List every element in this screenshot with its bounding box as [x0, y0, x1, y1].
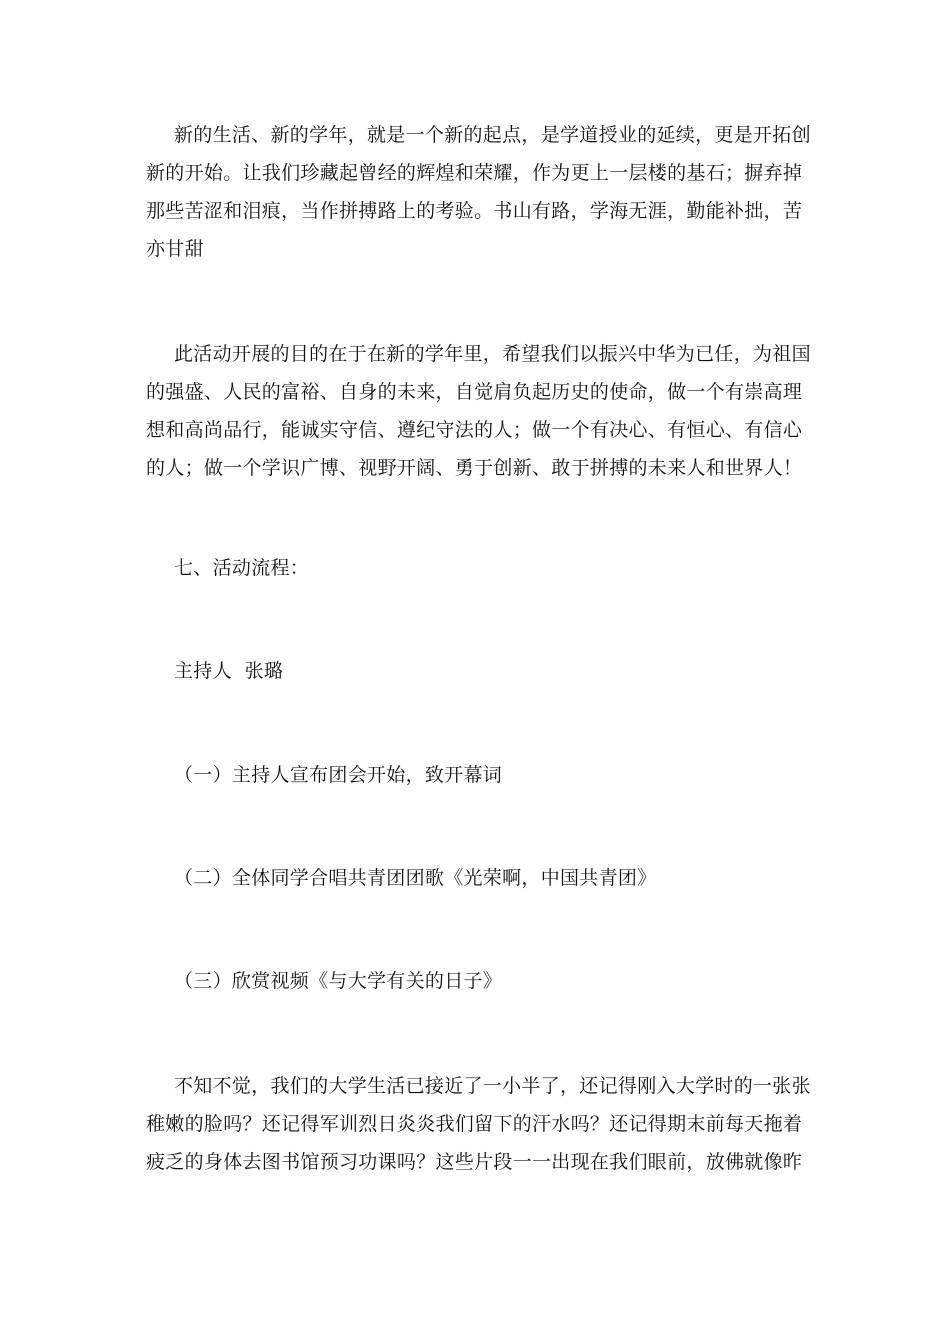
step-item: （三）欣赏视频《与大学有关的日子》 [174, 970, 503, 992]
paragraph-line: 的强盛、人民的富裕、自身的未来，自觉肩负起历史的使命，做一个有崇高理 [146, 381, 803, 403]
section-heading-process [146, 549, 806, 587]
paragraph-line: 亦甘甜 [146, 238, 204, 260]
step-item: （二）全体同学合唱共青团团歌《光荣啊，中国共青团》 [174, 867, 657, 889]
step-item: （一）主持人宣布团会开始，致开幕词 [174, 764, 503, 786]
paragraph-line: 想和高尚品行，能诚实守信、遵纪守法的人；做一个有决心、有恒心、有信心 [146, 419, 803, 441]
paragraph-new-semester [146, 116, 811, 268]
paragraph-line: 那些苦涩和泪痕，当作拼搏路上的考验。书山有路，学海无涯，勤能补拙，苦 [146, 200, 803, 222]
section-heading: 七、活动流程： [174, 557, 310, 579]
paragraph-line: 不知不觉，我们的大学生活已接近了一小半了，还记得刚入大学时的一张张 [174, 1075, 811, 1097]
host-name: 主持人 张璐 [174, 660, 284, 682]
step-two [146, 859, 806, 897]
paragraph-line: 新的开始。让我们珍藏起曾经的辉煌和荣耀，作为更上一层楼的基石；摒弃掉 [146, 162, 803, 184]
paragraph-memories [146, 1067, 811, 1181]
paragraph-line: 稚嫩的脸吗？还记得军训烈日炎炎我们留下的汗水吗？还记得期末前每天拖着 [146, 1113, 803, 1135]
step-three [146, 962, 806, 1000]
paragraph-line: 的人；做一个学识广博、视野开阔、勇于创新、敢于拼搏的未来人和世界人！ [146, 457, 803, 479]
paragraph-line: 疲乏的身体去图书馆预习功课吗？这些片段一一出现在我们眼前，放佛就像昨 [146, 1151, 803, 1173]
paragraph-purpose [146, 335, 811, 487]
paragraph-line: 新的生活、新的学年，就是一个新的起点，是学道授业的延续，更是开拓创 [174, 124, 811, 146]
paragraph-line: 此活动开展的目的在于在新的学年里，希望我们以振兴中华为已任，为祖国 [174, 343, 811, 365]
host-line [146, 652, 806, 690]
step-one [146, 756, 806, 794]
